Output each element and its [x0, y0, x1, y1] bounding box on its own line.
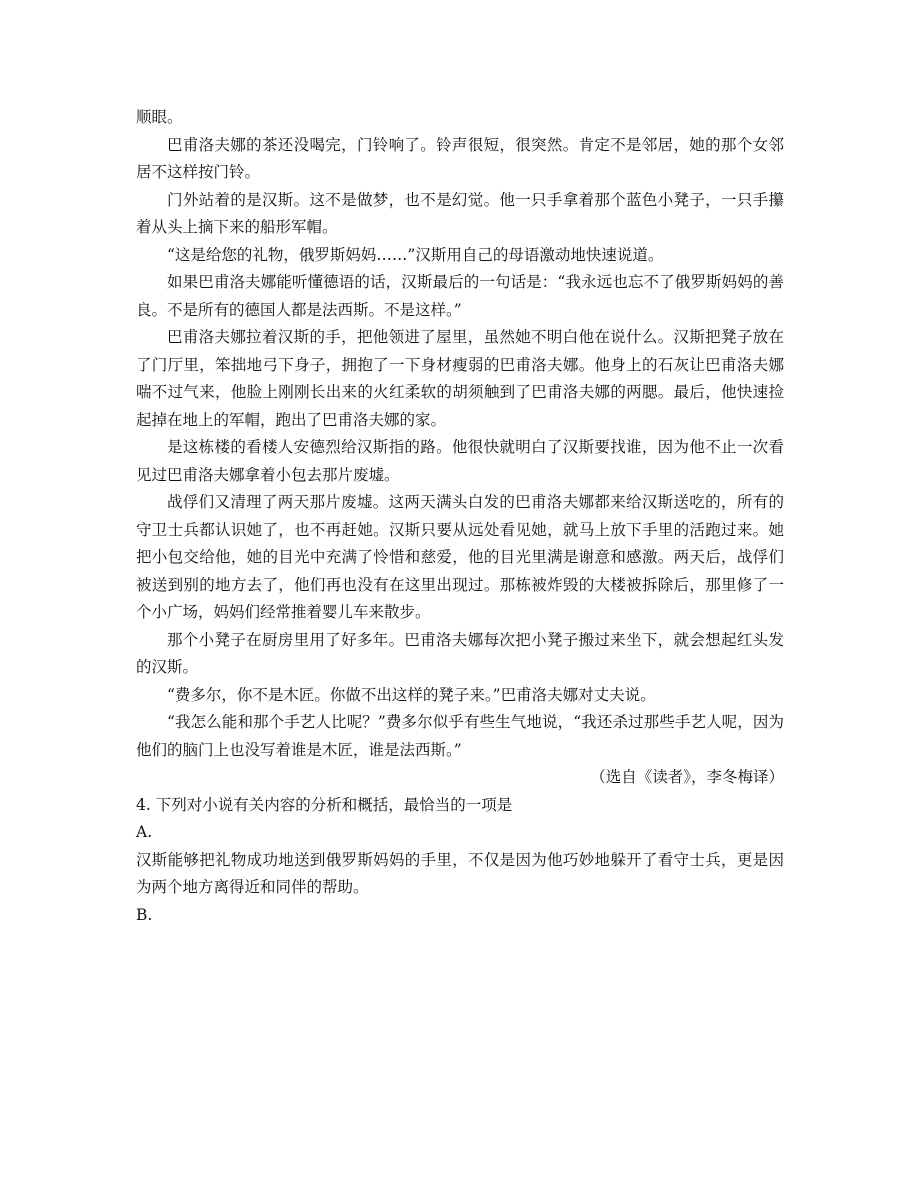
paragraph: 门外站着的是汉斯。这不是做梦，也不是幻觉。他一只手拿着那个蓝色小凳子，一只手攥着从头上摘下来的船形军帽。: [136, 190, 784, 236]
source-citation: （选自《读者》，李冬梅译）: [590, 768, 784, 786]
paragraph: 巴甫洛夫娜的茶还没喝完，门铃响了。铃声很短，很突然。肯定不是邻居，她的那个女邻居不这样按门铃。: [136, 135, 784, 181]
paragraph: 那个小凳子在厨房里用了好多年。巴甫洛夫娜每次把小凳子搬过来坐下，就会想起红头发的汉斯。: [136, 630, 784, 676]
paragraph: 巴甫洛夫娜拉着汉斯的手，把他领进了屋里，虽然她不明白他在说什么。汉斯把凳子放在了门厅里，笨拙地弓下身子，拥抱了一下身材瘦弱的巴甫洛夫娜。他身上的石灰让巴甫洛夫娜喘不过气来，他脸上刚刚长出来的火红柔软的胡须触到了巴甫洛夫娜的两腮。最后，他快速捡起掉在地上的军帽，跑出了巴甫洛夫娜的家。: [136, 328, 784, 429]
paragraph: 顺眼。: [136, 108, 183, 126]
document-body: [136, 104, 784, 929]
option-a-label: A.: [136, 823, 153, 841]
question-stem: 4. 下列对小说有关内容的分析和概括，最恰当的一项是: [136, 795, 513, 814]
paragraph: “我怎么能和那个手艺人比呢？”费多尔似乎有些生气地说，“我还杀过那些手艺人呢，因为他们的脑门上也没写着谁是木匠，谁是法西斯。”: [136, 713, 784, 759]
option-b-label: B.: [136, 905, 153, 924]
paragraph: 是这栋楼的看楼人安德烈给汉斯指的路。他很快就明白了汉斯要找谁，因为他不止一次看见过巴甫洛夫娜拿着小包去那片废墟。: [136, 438, 784, 484]
paragraph: 如果巴甫洛夫娜能听懂德语的话，汉斯最后的一句话是：“我永远也忘不了俄罗斯妈妈的善良。不是所有的德国人都是法西斯。不是这样。”: [136, 273, 784, 319]
paragraph: 战俘们又清理了两天那片废墟。这两天满头白发的巴甫洛夫娜都来给汉斯送吃的，所有的守卫士兵都认识她了，也不再赶她。汉斯只要从远处看见她，就马上放下手里的活跑过来。她把小包交给他，她的目光中充满了怜惜和慈爱，他的目光里满是谢意和感激。两天后，战俘们被送到别的地方去了，他们再也没有在这里出现过。那栋被炸毁的大楼被拆除后，那里修了一个小广场，妈妈们经常推着婴儿车来散步。: [136, 493, 784, 621]
option-a-text: 汉斯能够把礼物成功地送到俄罗斯妈妈的手里，不仅是因为他巧妙地躲开了看守士兵，更是因为两个地方离得近和同伴的帮助。: [136, 850, 784, 896]
paragraph: “这是给您的礼物，俄罗斯妈妈……”汉斯用自己的母语激动地快速说道。: [167, 245, 664, 264]
paragraph: “费多尔，你不是木匠。你做不出这样的凳子来。”巴甫洛夫娜对丈夫说。: [167, 685, 656, 704]
